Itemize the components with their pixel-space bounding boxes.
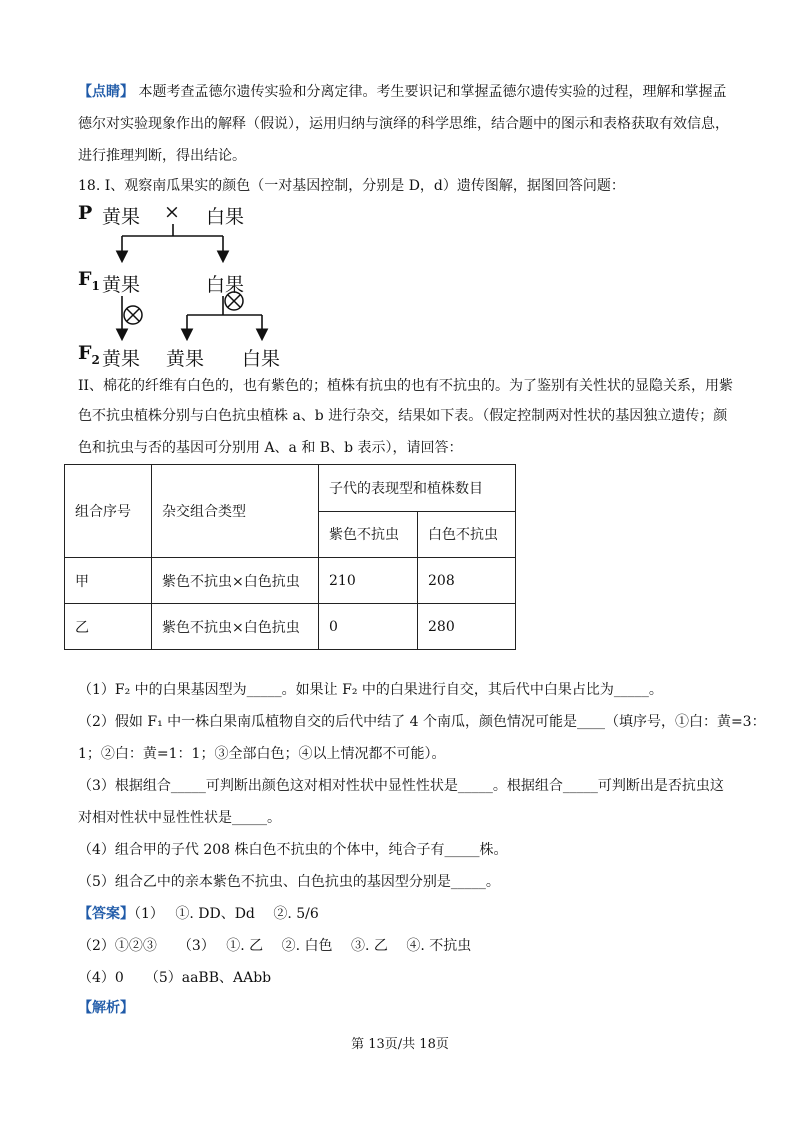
analysis-tag-text: 【解析】 — [78, 1000, 134, 1016]
diagram-f2-yellow-a: 黄果 — [102, 348, 141, 370]
row-white-count: 208 — [418, 558, 516, 604]
partII-line-2: 色不抗虫植株分别与白色抗虫植株 a、b 进行杂交，结果如下表。（假定控制两对性状的基因独立遗传；颜 — [78, 408, 728, 424]
diagram-f1-letter: F — [78, 268, 92, 290]
question-2-line-1: （2）假如 F₁ 中一株白果南瓜植物自交的后代中结了 4 个南瓜，颜色情况可能是____（填序号，①白：黄=3： — [78, 714, 766, 730]
answer-line-2: （2）①②③ （3） ①. 乙 ②. 白色 ③. 乙 ④. 不抗虫 — [78, 938, 472, 954]
row-purple-count: 210 — [319, 558, 418, 604]
diagram-p-white: 白果 — [206, 206, 245, 228]
answer-line-3: （4）0 （5）aaBB、AAbb — [78, 970, 272, 986]
row-cross-type: 紫色不抗虫×白色抗虫 — [152, 558, 319, 604]
cross-results-table — [64, 464, 516, 650]
header-offspring: 子代的表现型和植株数目 — [319, 465, 516, 512]
diagram-f1-label — [78, 268, 100, 293]
diagram-p-yellow: 黄果 — [102, 206, 141, 228]
diagram-f2-yellow-b: 黄果 — [166, 348, 205, 370]
row-id: 乙 — [65, 604, 152, 650]
diagram-f1-white: 白果 — [206, 274, 245, 296]
q18-intro: 18. I、观察南瓜果实的颜色（一对基因控制，分别是 D，d）遗传图解，据图回答问题： — [78, 178, 625, 194]
diagram-f1-sub: 1 — [91, 278, 100, 293]
diagram-f1-yellow: 黄果 — [102, 274, 141, 296]
header-purple-nonresistant: 紫色不抗虫 — [319, 511, 418, 558]
header-group-no: 组合序号 — [65, 465, 152, 558]
row-id: 甲 — [65, 558, 152, 604]
diagram-p-label: P — [78, 202, 93, 224]
dianjing-text-1: 本题考查孟德尔遗传实验和分离定律。考生要识记和掌握孟德尔遗传实验的过程，理解和掌握孟 — [134, 84, 727, 100]
diagram-cross-symbol: × — [164, 201, 180, 223]
question-3-line-1: （3）根据组合_____可判断出颜色这对相对性状中显性性状是_____。根据组合_____可判断出是否抗虫这 — [78, 778, 724, 794]
partII-line-3: 色和抗虫与否的基因可分别用 A、a 和 B、b 表示），请回答： — [78, 440, 463, 456]
dianjing-line-1 — [78, 82, 727, 102]
partII-line-1: II、棉花的纤维有白色的，也有紫色的；植株有抗虫的也有不抗虫的。为了鉴别有关性状的显隐关系，用紫 — [78, 378, 734, 394]
question-2-line-2: 1；②白：黄=1：1；③全部白色；④以上情况都不可能）。 — [78, 746, 446, 762]
answer-line-1 — [78, 904, 723, 924]
dianjing-tag: 【点睛】 — [78, 84, 134, 100]
question-3-line-2: 对相对性状中显性性状是_____。 — [78, 810, 281, 826]
row-cross-type: 紫色不抗虫×白色抗虫 — [152, 604, 319, 650]
question-4: （4）组合甲的子代 208 株白色不抗虫的个体中，纯合子有_____株。 — [78, 842, 508, 858]
question-1: （1）F₂ 中的白果基因型为_____。如果让 F₂ 中的白果进行自交，其后代中白果占比为_____。 — [78, 682, 663, 698]
analysis-tag — [78, 998, 723, 1018]
answer-text-1: （1） ①. DD、Dd ②. 5/6 — [134, 906, 319, 922]
question-5: （5）组合乙中的亲本紫色不抗虫、白色抗虫的基因型分别是_____。 — [78, 874, 500, 890]
diagram-f2-white: 白果 — [242, 348, 281, 370]
row-white-count: 280 — [418, 604, 516, 650]
diagram-f2-letter: F — [78, 342, 92, 364]
page-number: 第 13页/共 18页 — [351, 1037, 449, 1052]
answer-tag: 【答案】 — [78, 906, 134, 922]
row-purple-count: 0 — [319, 604, 418, 650]
diagram-f2-sub: 2 — [91, 352, 100, 367]
table-row — [65, 558, 516, 604]
pumpkin-inheritance-diagram — [70, 198, 300, 370]
header-cross-type: 杂交组合类型 — [152, 465, 319, 558]
header-white-nonresistant: 白色不抗虫 — [418, 511, 516, 558]
dianjing-line-3: 进行推理判断，得出结论。 — [78, 148, 246, 164]
dianjing-line-2: 德尔对实验现象作出的解释（假说），运用归纳与演绎的科学思维，结合题中的图示和表格获取有效信息， — [78, 116, 729, 132]
diagram-f2-label — [78, 342, 100, 367]
table-row — [65, 604, 516, 650]
